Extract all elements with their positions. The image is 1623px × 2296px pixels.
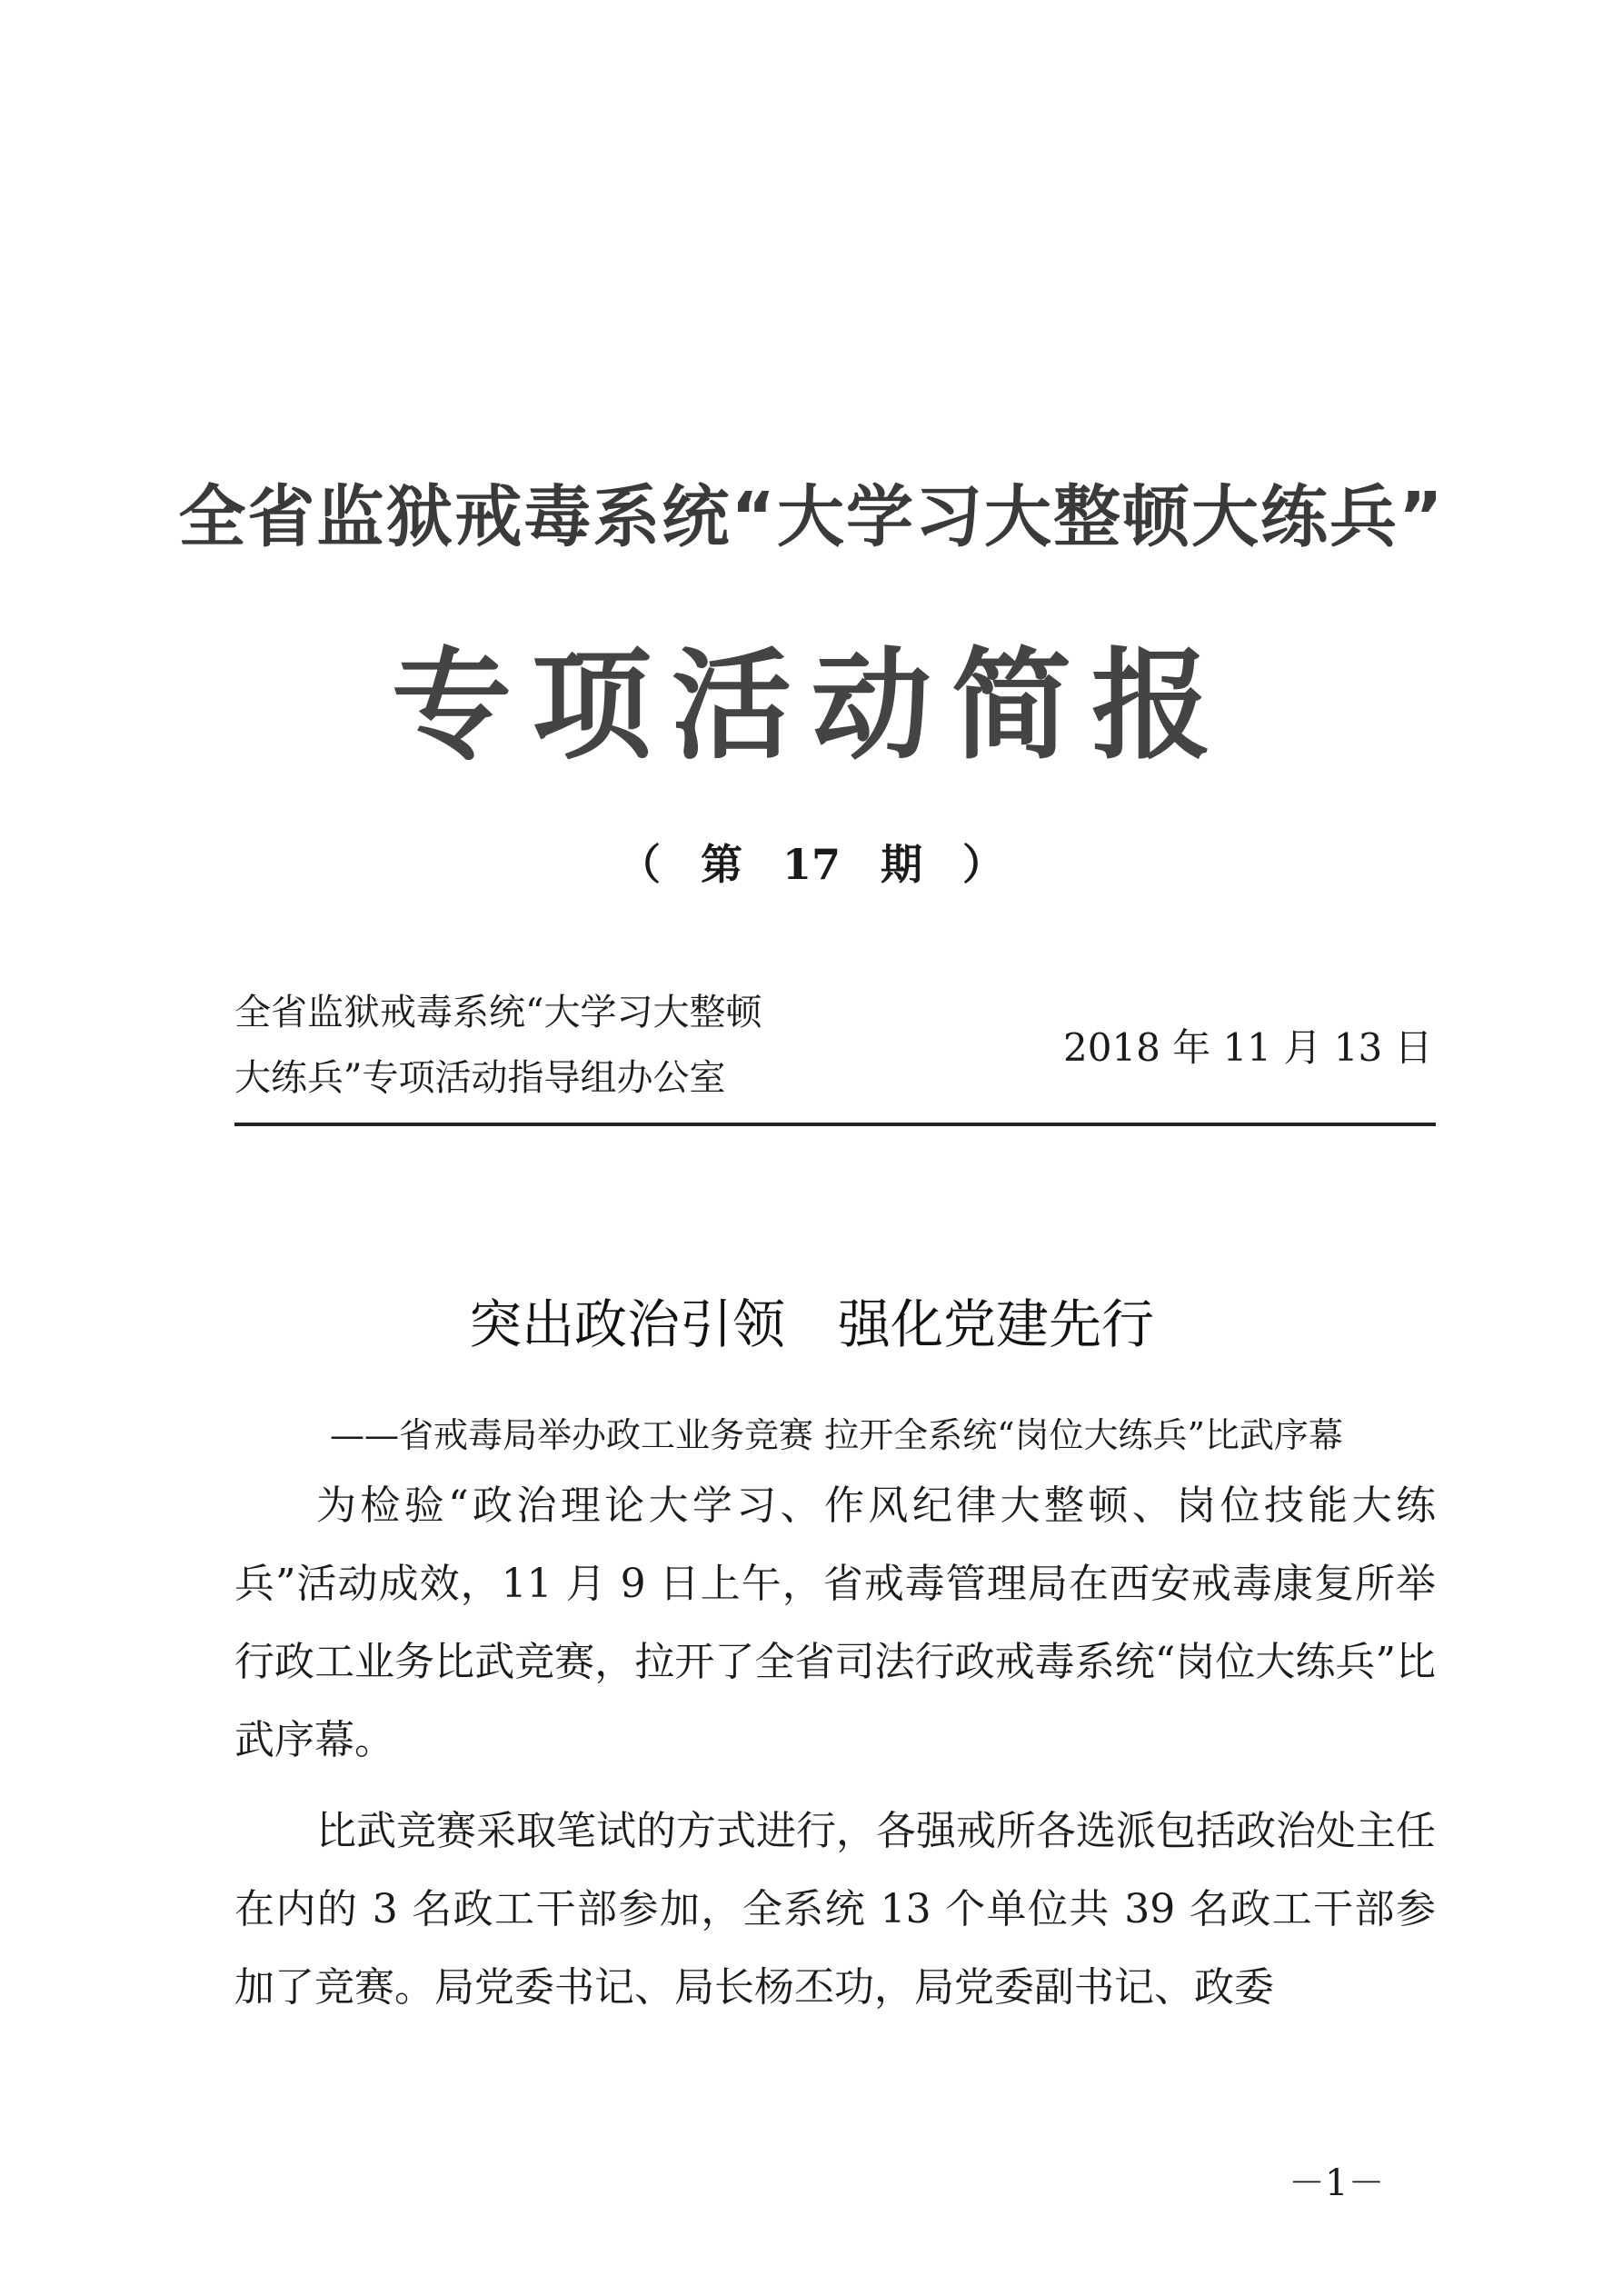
body-paragraph: 比武竞赛采取笔试的方式进行，各强戒所各选派包括政治处主任在内的 3 名政工干部参加，全系统 13 个单位共 39 名政工干部参加了竞赛。局党委书记、局长杨丕功，局党委副书记、政委 — [234, 1808, 1436, 2011]
issuer-block — [234, 980, 762, 1111]
issuer-line-1: 全省监狱戒毒系统“大学习大整顿 — [234, 992, 762, 1033]
header-divider — [234, 1123, 1436, 1126]
issue-number: （ 第 17 期 ） — [618, 840, 1005, 889]
page-number: －1－ — [1289, 2162, 1385, 2204]
article-subtitle: ——省戒毒局举办政工业务竞赛 拉开全系统“岗位大练兵”比武序幕 — [330, 1415, 1343, 1455]
issuer-line-2: 大练兵”专项活动指导组办公室 — [234, 1057, 726, 1099]
masthead-title: 全省监狱戒毒系统“大学习大整顿大练兵” — [178, 478, 1445, 556]
article-title: 突出政治引领 强化党建先行 — [468, 1293, 1154, 1355]
masthead-subtitle: 专项活动简报 — [392, 636, 1231, 776]
issue-date: 2018 年 11 月 13 日 — [1063, 1025, 1433, 1070]
body-paragraph: 为检验“政治理论大学习、作风纪律大整顿、岗位技能大练兵”活动成效，11 月 9 日上午，省戒毒管理局在西安戒毒康复所举行政工业务比武竞赛，拉开了全省司法行政戒毒系统“岗位大练兵”比武序幕。 — [234, 1482, 1436, 1763]
